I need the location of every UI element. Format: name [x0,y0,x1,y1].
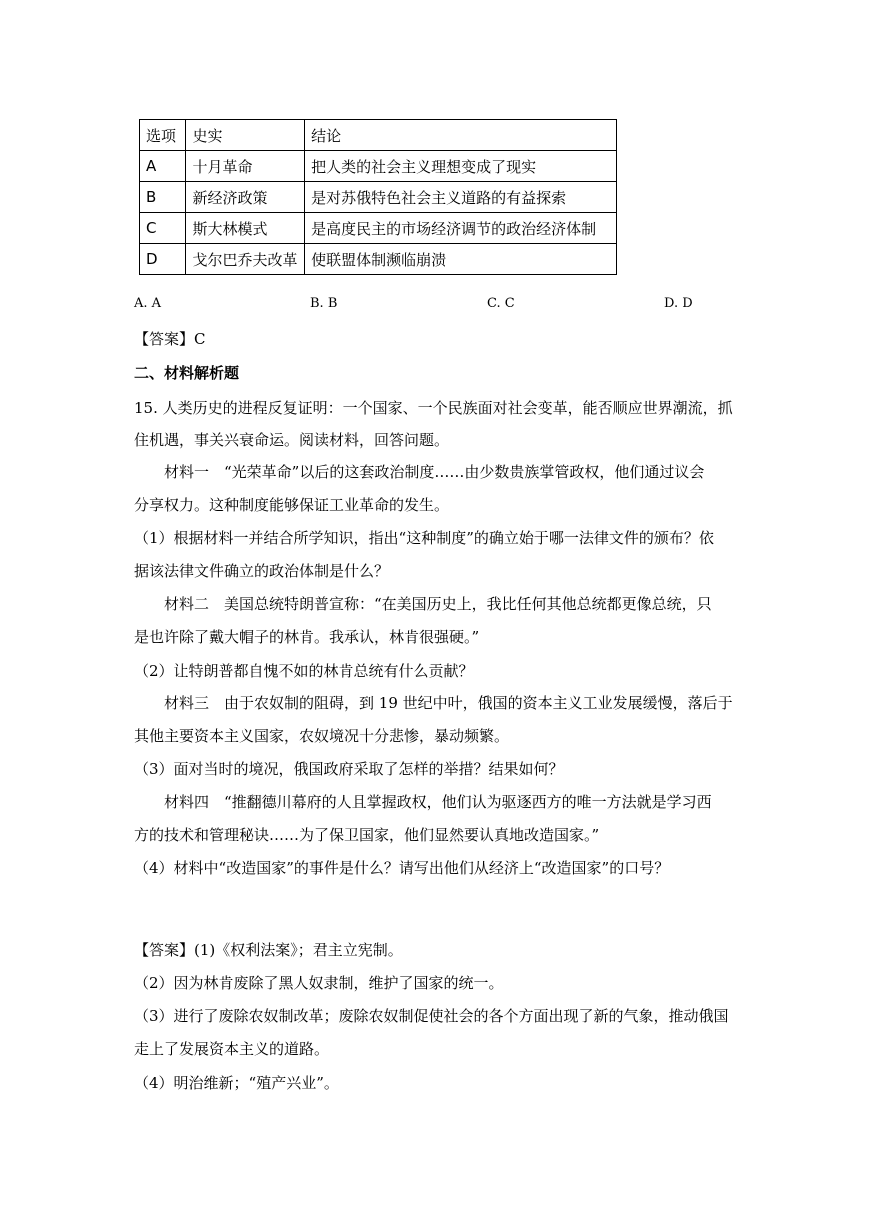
table-cell: 使联盟体制濒临崩溃 [305,244,617,275]
material-2-line1: 材料二 美国总统特朗普宣称：“在美国历史上，我比任何其他总统都更像总统，只 [164,595,712,613]
answer-15-part4: （4）明治维新；“殖产兴业”。 [134,1074,339,1092]
answer-14: 【答案】C [134,330,206,348]
table-cell: D [140,244,186,275]
table-cell: 把人类的社会主义理想变成了现实 [305,151,617,182]
answer-15-part3-line1: （3）进行了废除农奴制改革；废除农奴制促使社会的各个方面出现了新的气象，推动俄国 [134,1007,729,1025]
header-fact: 史实 [186,120,305,151]
table-cell: 戈尔巴乔夫改革 [186,244,305,275]
table-cell: A [140,151,186,182]
table-row [140,244,617,275]
question-1-line2: 据该法律文件确立的政治体制是什么？ [134,562,390,580]
table-cell: 是对苏俄特色社会主义道路的有益探索 [305,182,617,213]
header-conclusion: 结论 [305,120,617,151]
table-header-row [140,120,617,151]
material-4-line2: 方的技术和管理秘诀……为了保卫国家，他们显然要认真地改造国家。” [134,826,600,844]
table-cell: 十月革命 [186,151,305,182]
history-table [139,119,617,275]
material-4-line1: 材料四 “推翻德川幕府的人且掌握政权，他们认为驱逐西方的唯一方法就是学习西 [164,793,712,811]
table-row [140,151,617,182]
question-2: （2）让特朗普都自愧不如的林肯总统有什么贡献？ [134,662,474,680]
section-title: 二、材料解析题 [134,364,240,382]
option-b: B. B [310,296,338,311]
option-d: D. D [664,296,693,311]
answer-15-part1: 【答案】(1)《权利法案》；君主立宪制。 [134,941,403,959]
question-1-line1: （1）根据材料一并结合所学知识，指出“这种制度”的确立始于哪一法律文件的颁布？依 [134,529,714,547]
table-cell: C [140,213,186,244]
option-c: C. C [487,296,515,311]
table-row [140,213,617,244]
table-cell: 斯大林模式 [186,213,305,244]
answer-15-part2: （2）因为林肯废除了黑人奴隶制，维护了国家的统一。 [134,974,504,992]
material-1-line2: 分享权力。这种制度能够保证工业革命的发生。 [134,496,450,514]
question-3: （3）面对当时的境况，俄国政府采取了怎样的举措？结果如何？ [134,760,564,778]
table-cell: B [140,182,186,213]
material-3-line2: 其他主要资本主义国家，农奴境况十分悲惨，暴动频繁。 [134,727,510,745]
material-1-line1: 材料一 “光荣革命”以后的这套政治制度……由少数贵族掌管政权，他们通过议会 [164,463,705,481]
table-row [140,182,617,213]
answer-15-part3-line2: 走上了发展资本主义的道路。 [134,1040,330,1058]
q15-intro-line1: 15. 人类历史的进程反复证明：一个国家、一个民族面对社会变革，能否顺应世界潮流，抓 [134,399,733,417]
q15-intro-line2: 住机遇，事关兴衰命运。阅读材料，回答问题。 [134,431,450,449]
question-4: （4）材料中“改造国家”的事件是什么？请写出他们从经济上“改造国家”的口号？ [134,859,670,877]
option-a: A. A [134,296,162,311]
table-cell: 新经济政策 [186,182,305,213]
material-3-line1: 材料三 由于农奴制的阻碍，到 19 世纪中叶，俄国的资本主义工业发展缓慢，落后于 [164,694,733,712]
header-option: 选项 [140,120,186,151]
material-2-line2: 是也许除了戴大帽子的林肯。我承认，林肯很强硬。” [134,628,480,646]
table-cell: 是高度民主的市场经济调节的政治经济体制 [305,213,617,244]
